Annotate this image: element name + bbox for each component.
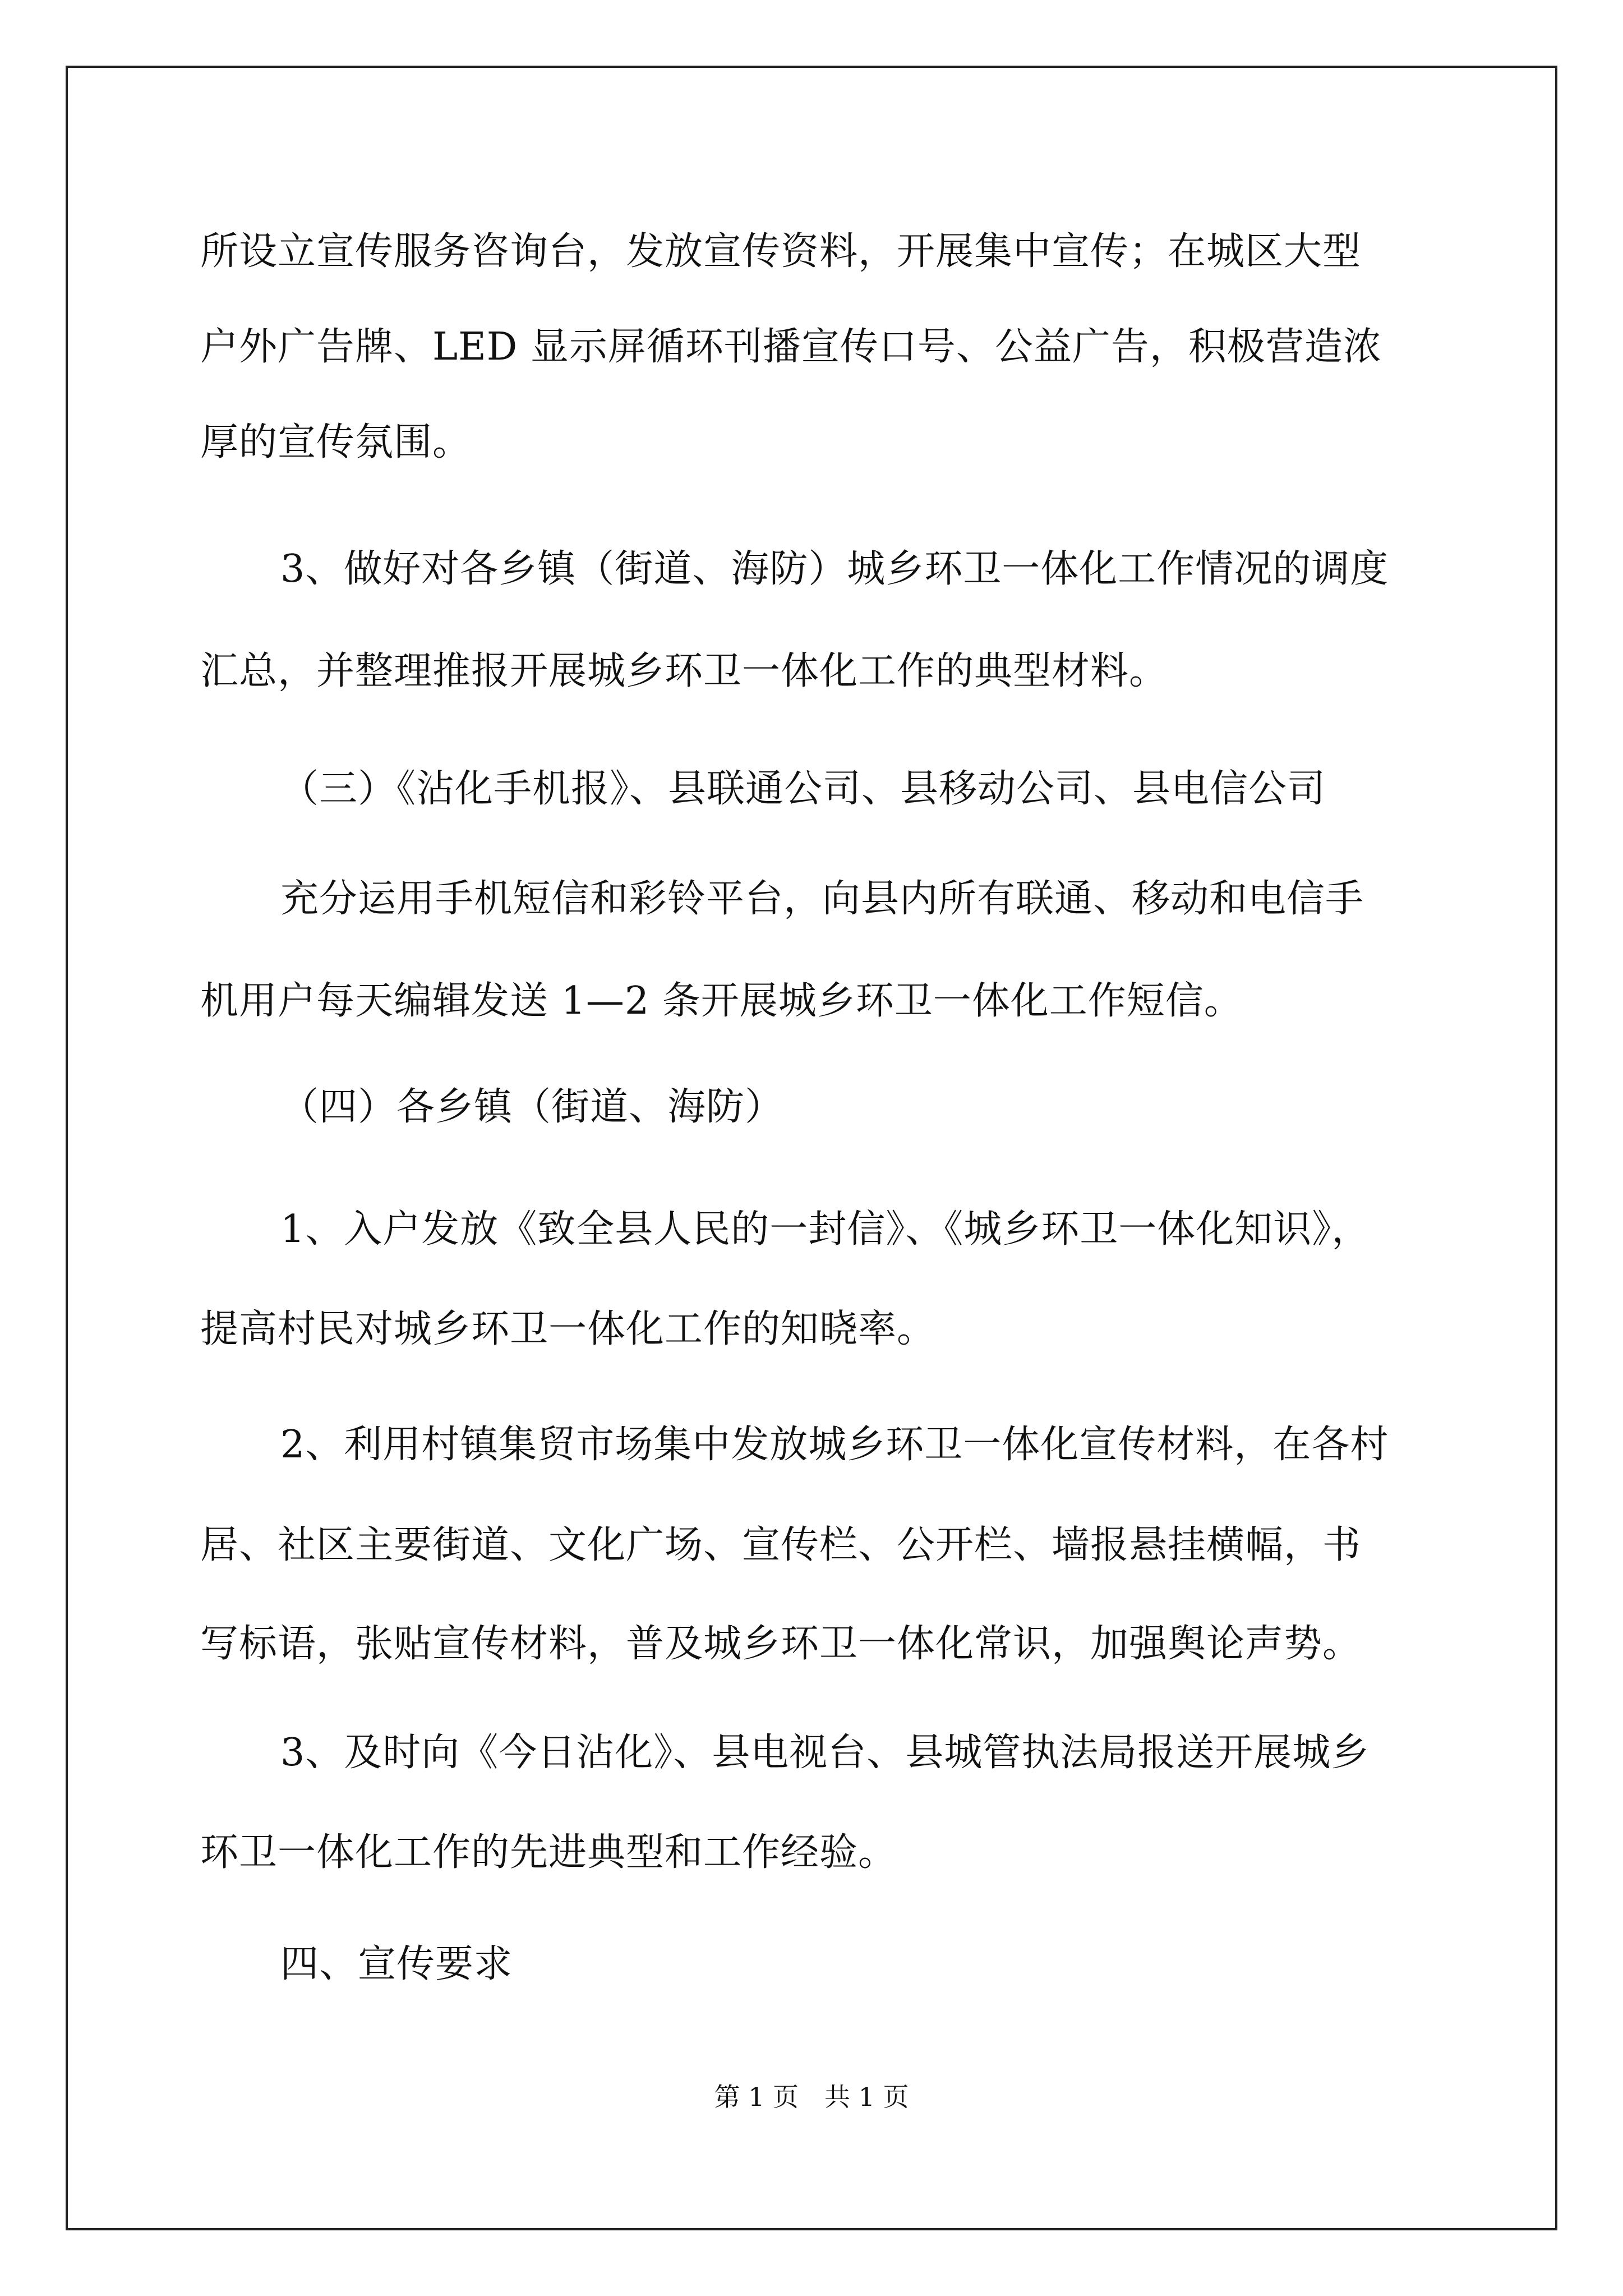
text-line: 所设立宣传服务咨询台，发放宣传资料，开展集中宣传；在城区大型 [200, 229, 1362, 274]
text-line: 2、利用村镇集贸市场集中发放城乡环卫一体化宣传材料，在各村 [280, 1423, 1389, 1467]
text-line: 厚的宣传氛围。 [200, 420, 472, 464]
section-heading: （三）《沾化手机报》、县联通公司、县移动公司、县电信公司 [280, 767, 1326, 811]
page-footer: 第 1 页 共 1 页 [714, 2082, 909, 2112]
text-line: 写标语，张贴宣传材料，普及城乡环卫一体化常识，加强舆论声势。 [200, 1622, 1362, 1666]
text-line: 提高村民对城乡环卫一体化工作的知晓率。 [200, 1307, 936, 1351]
text-line: 3、及时向《今日沾化》、县电视台、县城管执法局报送开展城乡 [280, 1731, 1370, 1775]
text-line: 户外广告牌、LED 显示屏循环刊播宣传口号、公益广告，积极营造浓 [200, 325, 1382, 369]
text-line: 环卫一体化工作的先进典型和工作经验。 [200, 1830, 897, 1875]
section-heading: 四、宣传要求 [280, 1942, 513, 1986]
section-heading: （四）各乡镇（街道、海防） [280, 1085, 784, 1129]
text-line: 汇总，并整理推报开展城乡环卫一体化工作的典型材料。 [200, 649, 1168, 693]
text-line: 1、入户发放《致全县人民的一封信》、《城乡环卫一体化知识》， [280, 1207, 1371, 1251]
text-line: 充分运用手机短信和彩铃平台，向县内所有联通、移动和电信手 [280, 877, 1364, 921]
page-border [66, 66, 1557, 2230]
text-line: 机用户每天编辑发送 1—2 条开展城乡环卫一体化工作短信。 [200, 979, 1243, 1023]
text-line: 居、社区主要街道、文化广场、宣传栏、公开栏、墙报悬挂横幅，书 [200, 1523, 1362, 1567]
text-line: 3、做好对各乡镇（街道、海防）城乡环卫一体化工作情况的调度 [280, 547, 1389, 591]
